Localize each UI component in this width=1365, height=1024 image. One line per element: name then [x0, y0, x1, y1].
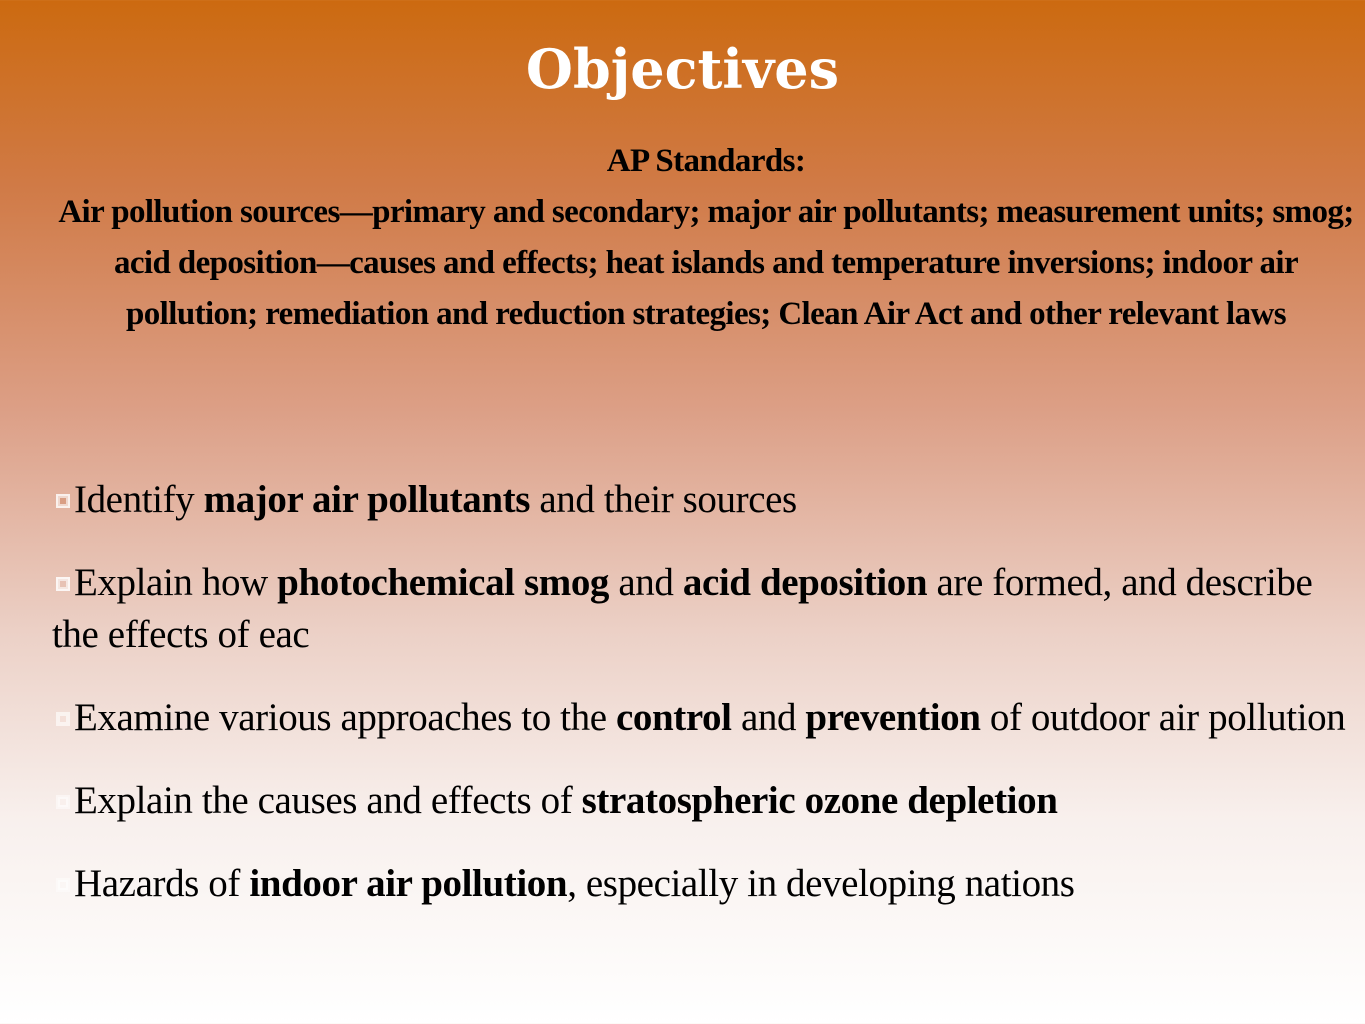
- bullet-emphasis: control: [615, 696, 732, 739]
- ap-standards-text: Air pollution sources—primary and secondary; major air pollutants; measurement units; smog; acid deposition—causes and effects; heat islands and temperature inversions; indoor air pollution; remediation and reduction strategies; Clean Air Act and other relevant laws: [58, 194, 1354, 332]
- bullet-emphasis: stratospheric ozone depletion: [581, 779, 1058, 822]
- bullet-text: Explain the causes and effects of: [74, 779, 582, 822]
- square-bullet-icon: [56, 878, 70, 892]
- square-bullet-icon: [56, 795, 70, 809]
- square-bullet-icon: [56, 577, 70, 591]
- list-item: [52, 557, 1362, 661]
- bullet-text: and: [609, 561, 683, 604]
- bullet-text: Hazards of: [74, 862, 250, 905]
- square-bullet-icon: [56, 712, 70, 726]
- ap-standards-block: [46, 136, 1365, 340]
- bullet-text: are formed, and describe the effects of eac: [52, 561, 1313, 656]
- bullet-text: of outdoor air pollution: [980, 696, 1346, 739]
- bullet-text: and: [731, 696, 806, 739]
- slide-title: Objectives: [525, 37, 840, 101]
- bullet-emphasis: indoor air pollution: [249, 862, 568, 905]
- bullet-emphasis: photochemical smog: [277, 561, 610, 604]
- list-item: [52, 858, 1362, 910]
- bullet-emphasis: acid deposition: [682, 561, 928, 604]
- bullet-text: , especially in developing nations: [567, 862, 1075, 905]
- bullet-text: Identify: [74, 478, 204, 521]
- bullet-text: Examine various approaches to the: [74, 696, 616, 739]
- bullet-text: and their sources: [530, 478, 797, 521]
- list-item: [52, 474, 1362, 526]
- list-item: [52, 692, 1362, 744]
- ap-standards-heading: AP Standards:: [606, 143, 806, 179]
- bullet-emphasis: major air pollutants: [203, 478, 531, 521]
- objectives-list: [52, 474, 1362, 941]
- bullet-emphasis: prevention: [805, 696, 981, 739]
- list-item: [52, 775, 1362, 827]
- square-bullet-icon: [56, 494, 70, 508]
- bullet-text: Explain how: [74, 561, 278, 604]
